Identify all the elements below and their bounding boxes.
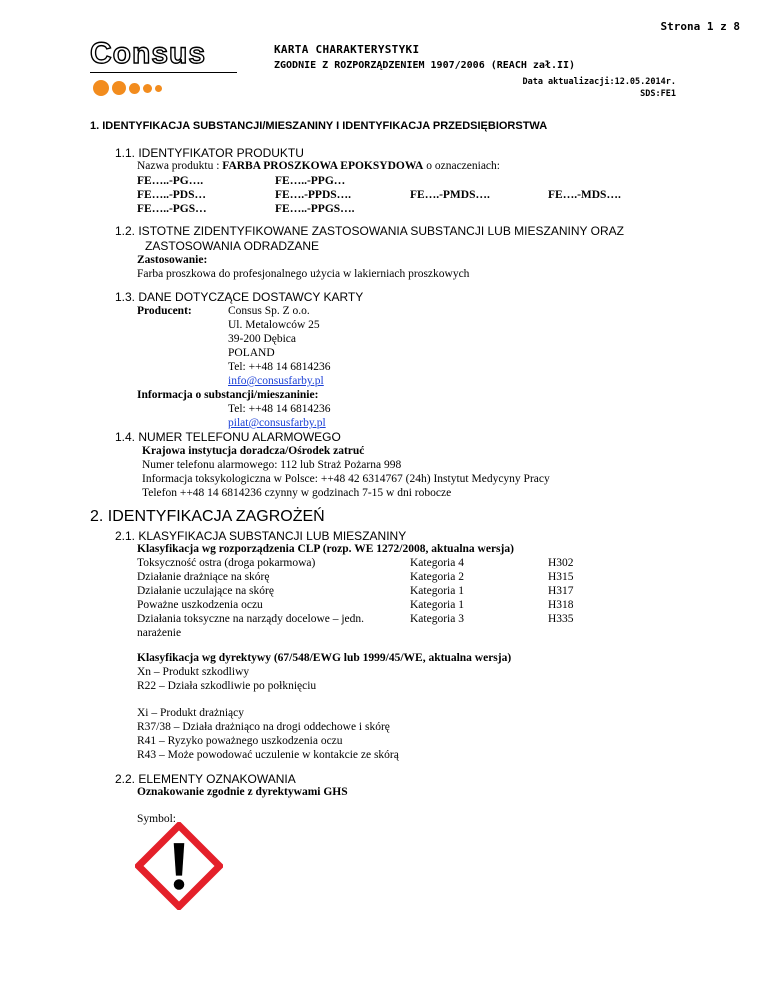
clp-category: Kategoria 1 bbox=[410, 599, 464, 611]
product-code: FE…..-PPG… bbox=[275, 175, 346, 187]
subsection-2-2-title: 2.2. ELEMENTY OZNAKOWANIA bbox=[115, 772, 296, 786]
ghs-label: Oznakowanie zgodnie z dyrektywami GHS bbox=[137, 786, 348, 798]
subsection-2-1-title: 2.1. KLASYFIKACJA SUBSTANCJI LUB MIESZANINY bbox=[115, 529, 407, 543]
clp-category: Kategoria 2 bbox=[410, 571, 464, 583]
subsection-1-3-title: 1.3. DANE DOTYCZĄCE DOSTAWCY KARTY bbox=[115, 290, 364, 304]
product-code: FE…..-PG…. bbox=[137, 175, 204, 187]
clp-code: H315 bbox=[548, 571, 574, 583]
logo-dots bbox=[93, 80, 162, 96]
exclamation-dot bbox=[174, 879, 185, 890]
directive-line: Xi – Produkt drażniący bbox=[137, 707, 244, 719]
logo-underline bbox=[90, 72, 237, 73]
producer-line: POLAND bbox=[228, 347, 275, 359]
logo-dot bbox=[93, 80, 109, 96]
symbol-label: Symbol: bbox=[137, 813, 176, 825]
clp-hazard: Działania toksyczne na narządy docelowe – jedn. bbox=[137, 613, 365, 625]
clp-code: H318 bbox=[548, 599, 574, 611]
clp-category: Kategoria 1 bbox=[410, 585, 464, 597]
clp-code: H335 bbox=[548, 613, 574, 625]
clp-hazard: Poważne uszkodzenia oczu bbox=[137, 599, 263, 611]
producer-email-link[interactable]: info@consusfarby.pl bbox=[228, 375, 324, 387]
product-code: FE…..-PDS… bbox=[137, 189, 206, 201]
emergency-line: Numer telefonu alarmowego: 112 lub Straż Pożarna 998 bbox=[142, 459, 402, 471]
subsection-1-1-title: 1.1. IDENTYFIKATOR PRODUKTU bbox=[115, 146, 304, 160]
clp-hazard-cont: narażenie bbox=[137, 627, 182, 639]
page-number: Strona 1 z 8 bbox=[660, 20, 740, 33]
directive-line: Xn – Produkt szkodliwy bbox=[137, 666, 250, 678]
emergency-line: Telefon ++48 14 6814236 czynny w godzinach 7-15 w dni robocze bbox=[142, 487, 452, 499]
directive-line: R37/38 – Działa drażniąco na drogi oddechowe i skórę bbox=[137, 721, 390, 733]
logo-dot bbox=[143, 84, 152, 93]
update-date: Data aktualizacji:12.05.2014r. bbox=[522, 77, 676, 87]
product-name bbox=[137, 160, 500, 172]
emergency-line: Informacja toksykologiczna w Polsce: ++48 42 6314767 (24h) Instytut Medycyny Pracy bbox=[142, 473, 550, 485]
info-email-link[interactable]: pilat@consusfarby.pl bbox=[228, 417, 326, 429]
product-code: FE….-PMDS…. bbox=[410, 189, 490, 201]
producer-line: 39-200 Dębica bbox=[228, 333, 297, 345]
product-name-value: FARBA PROSZKOWA EPOKSYDOWA bbox=[222, 160, 424, 172]
directive-line: R41 – Ryzyko poważnego uszkodzenia oczu bbox=[137, 735, 343, 747]
product-code: FE….-PPDS…. bbox=[275, 189, 352, 201]
clp-hazard: Toksyczność ostra (droga pokarmowa) bbox=[137, 557, 316, 569]
consus-logo bbox=[90, 38, 240, 98]
logo-dot bbox=[112, 81, 126, 95]
clp-category: Kategoria 4 bbox=[410, 557, 464, 569]
directive-line: R22 – Działa szkodliwie po połknięciu bbox=[137, 680, 317, 692]
logo-dot bbox=[129, 83, 140, 94]
clp-hazard: Działanie drażniące na skórę bbox=[137, 571, 270, 583]
producer-line: Tel: ++48 14 6814236 bbox=[228, 361, 331, 373]
usage-text: Farba proszkowa do profesjonalnego użycia w lakierniach proszkowych bbox=[137, 268, 470, 280]
directive-label: Klasyfikacja wg dyrektywy (67/548/EWG lub 1999/45/WE, aktualna wersja) bbox=[137, 652, 512, 664]
info-tel: Tel: ++48 14 6814236 bbox=[228, 403, 331, 415]
clp-code: H317 bbox=[548, 585, 574, 597]
product-code: FE…..-PGS… bbox=[137, 203, 207, 215]
sds-code: SDS:FE1 bbox=[640, 89, 676, 99]
producer-line: Consus Sp. Z o.o. bbox=[228, 305, 310, 317]
ghs-exclamation-mark-icon bbox=[135, 822, 223, 910]
subsection-1-4-title: 1.4. NUMER TELEFONU ALARMOWEGO bbox=[115, 430, 341, 444]
product-name-prefix: Nazwa produktu : bbox=[137, 160, 223, 172]
producer-label: Producent: bbox=[137, 305, 192, 317]
usage-label: Zastosowanie: bbox=[137, 254, 208, 266]
product-name-suffix: o oznaczeniach: bbox=[423, 160, 500, 172]
directive-line: R43 – Może powodować uczulenie w kontakcie ze skórą bbox=[137, 749, 399, 761]
clp-label: Klasyfikacja wg rozporządzenia CLP (rozp. WE 1272/2008, aktualna wersja) bbox=[137, 543, 514, 555]
logo-text: Consus bbox=[90, 37, 207, 70]
emergency-label: Krajowa instytucja doradcza/Ośrodek zatruć bbox=[142, 445, 365, 457]
subsection-1-2-title: 1.2. ISTOTNE ZIDENTYFIKOWANE ZASTOSOWANIA SUBSTANCJI LUB MIESZANINY ORAZ bbox=[115, 224, 624, 238]
clp-code: H302 bbox=[548, 557, 574, 569]
section-2-title: 2. IDENTYFIKACJA ZAGROŻEŃ bbox=[90, 508, 325, 525]
info-label: Informacja o substancji/mieszaninie: bbox=[137, 389, 319, 401]
product-code: FE…..-PPGS…. bbox=[275, 203, 355, 215]
product-code: FE….-MDS…. bbox=[548, 189, 621, 201]
producer-line: Ul. Metalowców 25 bbox=[228, 319, 320, 331]
clp-category: Kategoria 3 bbox=[410, 613, 464, 625]
doc-title: KARTA CHARAKTERYSTYKI bbox=[274, 43, 420, 56]
subsection-1-2-title-cont: ZASTOSOWANIA ODRADZANE bbox=[145, 239, 320, 253]
clp-hazard: Działanie uczulające na skórę bbox=[137, 585, 274, 597]
section-1-title: 1. IDENTYFIKACJA SUBSTANCJI/MIESZANINY I IDENTYFIKACJA PRZEDSIĘBIORSTWA bbox=[90, 120, 548, 132]
doc-subtitle: ZGODNIE Z ROZPORZĄDZENIEM 1907/2006 (REACH zał.II) bbox=[274, 60, 576, 71]
logo-dot bbox=[155, 85, 162, 92]
